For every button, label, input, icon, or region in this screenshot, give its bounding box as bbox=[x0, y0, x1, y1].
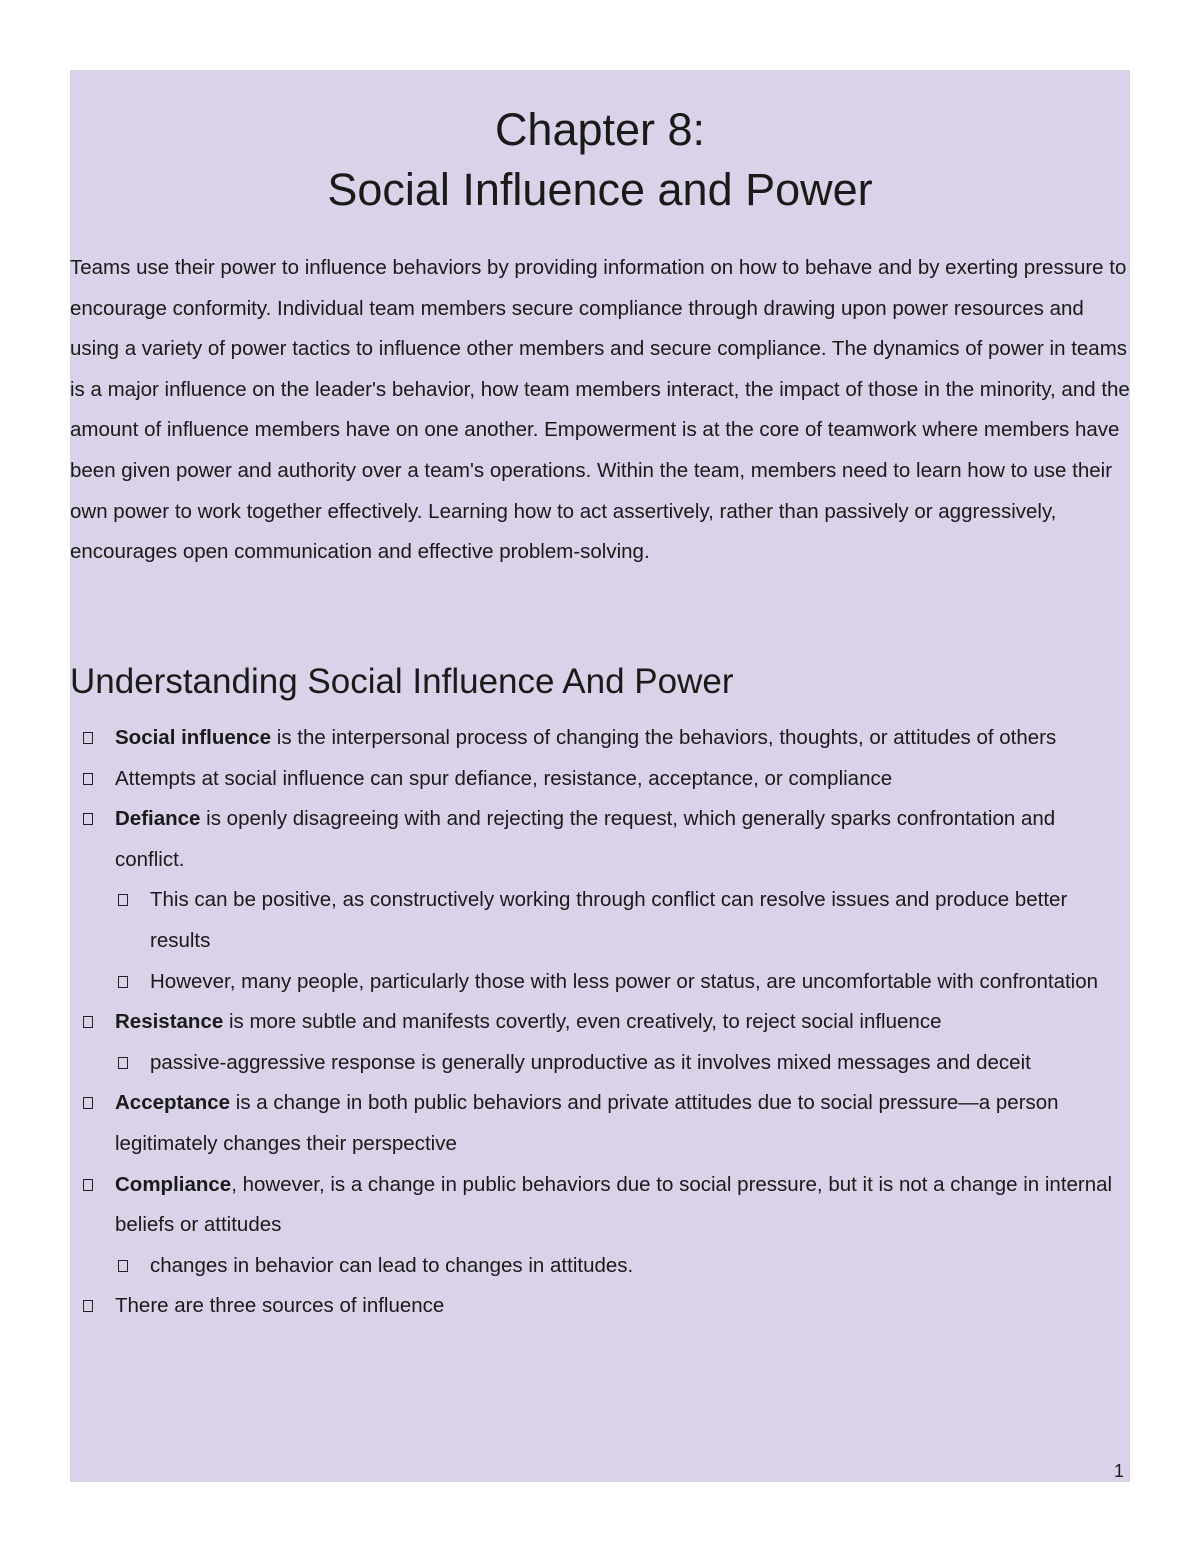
checkbox-bullet-icon bbox=[118, 976, 128, 988]
chapter-title bbox=[0, 100, 1200, 220]
section-heading: Understanding Social Influence And Power bbox=[70, 662, 734, 701]
chapter-number: Chapter 8: bbox=[494, 104, 706, 155]
sub-list-item bbox=[70, 962, 1130, 1003]
definition: is a change in both public behaviors and private attitudes due to social pressure—a person legitimately changes their perspective bbox=[115, 1091, 1059, 1155]
checkbox-bullet-icon bbox=[118, 894, 128, 906]
checkbox-bullet-icon bbox=[83, 1016, 93, 1028]
list-item bbox=[70, 718, 1130, 759]
list-item-text: There are three sources of influence bbox=[115, 1294, 445, 1318]
list-item-text: This can be positive, as constructively working through conflict can resolve issues and produce better results bbox=[150, 888, 1068, 952]
list-item bbox=[70, 1286, 1130, 1327]
list-item-text: changes in behavior can lead to changes in attitudes. bbox=[150, 1253, 634, 1277]
checkbox-bullet-icon bbox=[118, 1057, 128, 1069]
checkbox-bullet-icon bbox=[118, 1260, 128, 1272]
intro-paragraph: Teams use their power to influence behaviors by providing information on how to behave and by exerting pressure to encourage conformity. Individual team members secure compliance through drawing upon power resources and using a variety of power tactics to influence other members and secure compliance. The dynamics of power in teams is a major influence on the leader's behavior, how team members interact, the impact of those in the minority, and the amount of influence members have on one another. Empowerment is at the core of teamwork where members have been given power and authority over a team's operations. Within the team, members need to learn how to use their own power to work together effectively. Learning how to act assertively, rather than passively or aggressively, encourages open communication and effective problem-solving. bbox=[70, 256, 1130, 564]
definition: , however, is a change in public behaviors due to social pressure, but it is not a change in internal beliefs or attitudes bbox=[115, 1172, 1113, 1237]
definition: is openly disagreeing with and rejecting the request, which generally sparks confrontation and conflict. bbox=[115, 807, 1056, 871]
checkbox-bullet-icon bbox=[83, 813, 93, 825]
sub-list-item bbox=[70, 1246, 1130, 1287]
term: Defiance bbox=[115, 807, 201, 831]
list-item bbox=[70, 1002, 1130, 1043]
definition: is more subtle and manifests covertly, even creatively, to reject social influence bbox=[223, 1010, 942, 1034]
list-item-text: However, many people, particularly those with less power or status, are uncomfortable with confrontation bbox=[150, 969, 1099, 993]
chapter-name: Social Influence and Power bbox=[327, 164, 873, 215]
checkbox-bullet-icon bbox=[83, 1179, 93, 1191]
checkbox-bullet-icon bbox=[83, 732, 93, 744]
list-item-text: Attempts at social influence can spur defiance, resistance, acceptance, or compliance bbox=[115, 766, 893, 790]
term: Resistance bbox=[115, 1010, 224, 1034]
sub-list-item bbox=[70, 880, 1130, 961]
checkbox-bullet-icon bbox=[83, 1097, 93, 1109]
list-item bbox=[70, 799, 1130, 880]
list-item-text: passive-aggressive response is generally unproductive as it involves mixed messages and deceit bbox=[150, 1050, 1031, 1074]
term: Acceptance bbox=[115, 1091, 231, 1115]
term: Compliance bbox=[115, 1172, 232, 1196]
list-item bbox=[70, 759, 1130, 800]
page-number: 1 bbox=[1114, 1461, 1125, 1481]
list-item bbox=[70, 1165, 1130, 1246]
term: Social influence bbox=[115, 726, 272, 749]
checkbox-bullet-icon bbox=[83, 773, 93, 785]
checkbox-bullet-icon bbox=[83, 1300, 93, 1312]
bullet-list bbox=[70, 718, 1130, 1327]
sub-list-item bbox=[70, 1043, 1130, 1084]
list-item bbox=[70, 1083, 1130, 1164]
definition: is the interpersonal process of changing the behaviors, thoughts, or attitudes of others bbox=[271, 726, 1057, 749]
